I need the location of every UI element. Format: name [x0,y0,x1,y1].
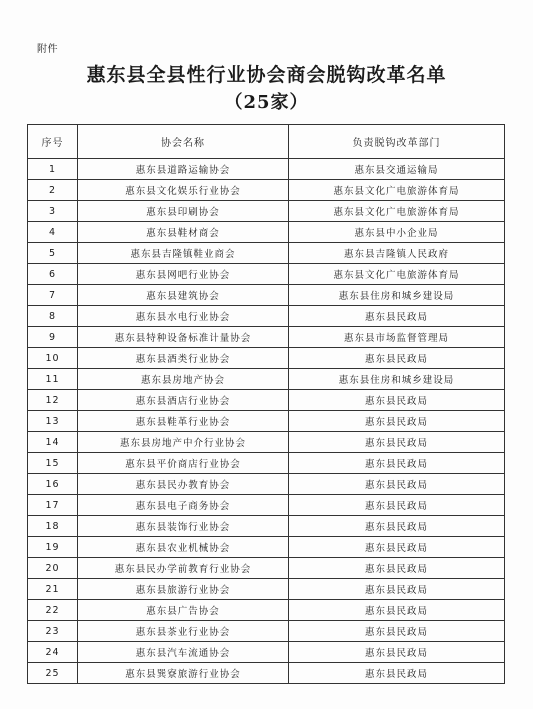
cell-responsible-department: 惠东县文化广电旅游体育局 [289,201,505,222]
cell-serial-number: 3 [28,201,78,222]
cell-responsible-department: 惠东县中小企业局 [289,222,505,243]
cell-responsible-department: 惠东县民政局 [289,579,505,600]
cell-association-name: 惠东县装饰行业协会 [78,516,289,537]
cell-association-name: 惠东县旅游行业协会 [78,579,289,600]
cell-association-name: 惠东县汽车流通协会 [78,642,289,663]
table-body [28,159,505,684]
cell-association-name: 惠东县房地产协会 [78,369,289,390]
cell-association-name: 惠东县民办学前教育行业协会 [78,558,289,579]
association-table [27,124,505,684]
table-row [28,600,505,621]
cell-responsible-department: 惠东县民政局 [289,516,505,537]
cell-serial-number: 20 [28,558,78,579]
table-row [28,243,505,264]
cell-association-name: 惠东县巽寮旅游行业协会 [78,663,289,684]
cell-serial-number: 5 [28,243,78,264]
table-row [28,411,505,432]
cell-responsible-department: 惠东县民政局 [289,411,505,432]
cell-association-name: 惠东县网吧行业协会 [78,264,289,285]
cell-responsible-department: 惠东县民政局 [289,432,505,453]
cell-serial-number: 17 [28,495,78,516]
cell-serial-number: 18 [28,516,78,537]
cell-serial-number: 4 [28,222,78,243]
cell-responsible-department: 惠东县民政局 [289,495,505,516]
cell-serial-number: 8 [28,306,78,327]
table-row [28,306,505,327]
table-row [28,285,505,306]
cell-serial-number: 13 [28,411,78,432]
cell-responsible-department: 惠东县文化广电旅游体育局 [289,264,505,285]
table-row [28,432,505,453]
cell-serial-number: 24 [28,642,78,663]
table-row [28,159,505,180]
table-row [28,327,505,348]
cell-association-name: 惠东县酒类行业协会 [78,348,289,369]
cell-association-name: 惠东县民办教育协会 [78,474,289,495]
cell-serial-number: 23 [28,621,78,642]
cell-responsible-department: 惠东县民政局 [289,642,505,663]
cell-association-name: 惠东县水电行业协会 [78,306,289,327]
cell-association-name: 惠东县鞋材商会 [78,222,289,243]
cell-responsible-department: 惠东县民政局 [289,453,505,474]
table-row [28,264,505,285]
cell-association-name: 惠东县房地产中介行业协会 [78,432,289,453]
cell-serial-number: 15 [28,453,78,474]
cell-serial-number: 1 [28,159,78,180]
cell-responsible-department: 惠东县交通运输局 [289,159,505,180]
cell-responsible-department: 惠东县民政局 [289,348,505,369]
cell-association-name: 惠东县广告协会 [78,600,289,621]
cell-association-name: 惠东县建筑协会 [78,285,289,306]
table-row [28,663,505,684]
cell-responsible-department: 惠东县民政局 [289,390,505,411]
cell-responsible-department: 惠东县民政局 [289,474,505,495]
cell-association-name: 惠东县文化娱乐行业协会 [78,180,289,201]
cell-serial-number: 7 [28,285,78,306]
cell-association-name: 惠东县电子商务协会 [78,495,289,516]
cell-serial-number: 14 [28,432,78,453]
cell-responsible-department: 惠东县民政局 [289,600,505,621]
table-row [28,516,505,537]
header-responsible-department: 负责脱钩改革部门 [289,125,505,159]
cell-association-name: 惠东县道路运输协会 [78,159,289,180]
table-row [28,579,505,600]
cell-serial-number: 12 [28,390,78,411]
table-row [28,390,505,411]
cell-responsible-department: 惠东县住房和城乡建设局 [289,285,505,306]
header-serial-number: 序号 [28,125,78,159]
cell-association-name: 惠东县酒店行业协会 [78,390,289,411]
cell-responsible-department: 惠东县民政局 [289,663,505,684]
cell-association-name: 惠东县吉隆镇鞋业商会 [78,243,289,264]
cell-serial-number: 9 [28,327,78,348]
cell-responsible-department: 惠东县民政局 [289,621,505,642]
cell-responsible-department: 惠东县文化广电旅游体育局 [289,180,505,201]
table-row [28,180,505,201]
cell-association-name: 惠东县特种设备标准计量协会 [78,327,289,348]
table-row [28,201,505,222]
table-row [28,642,505,663]
cell-association-name: 惠东县印刷协会 [78,201,289,222]
cell-serial-number: 22 [28,600,78,621]
attachment-label: 附件 [37,44,58,55]
cell-association-name: 惠东县鞋革行业协会 [78,411,289,432]
cell-association-name: 惠东县平价商店行业协会 [78,453,289,474]
table-row [28,537,505,558]
table-row [28,369,505,390]
table-row [28,474,505,495]
cell-serial-number: 2 [28,180,78,201]
cell-responsible-department: 惠东县民政局 [289,306,505,327]
table-row [28,495,505,516]
cell-serial-number: 11 [28,369,78,390]
table-row [28,348,505,369]
cell-serial-number: 6 [28,264,78,285]
document-title: 惠东县全县性行业协会商会脱钩改革名单 [86,64,447,86]
cell-responsible-department: 惠东县市场监督管理局 [289,327,505,348]
cell-serial-number: 25 [28,663,78,684]
cell-responsible-department: 惠东县住房和城乡建设局 [289,369,505,390]
table-row [28,222,505,243]
header-association-name: 协会名称 [78,125,289,159]
cell-responsible-department: 惠东县民政局 [289,558,505,579]
cell-serial-number: 16 [28,474,78,495]
cell-serial-number: 19 [28,537,78,558]
table-row [28,621,505,642]
cell-responsible-department: 惠东县吉隆镇人民政府 [289,243,505,264]
table-header-row [28,125,505,159]
cell-serial-number: 21 [28,579,78,600]
table-row [28,453,505,474]
cell-responsible-department: 惠东县民政局 [289,537,505,558]
table-row [28,558,505,579]
document-subtitle: （25家） [224,92,309,113]
cell-association-name: 惠东县农业机械协会 [78,537,289,558]
cell-serial-number: 10 [28,348,78,369]
cell-association-name: 惠东县茶业行业协会 [78,621,289,642]
